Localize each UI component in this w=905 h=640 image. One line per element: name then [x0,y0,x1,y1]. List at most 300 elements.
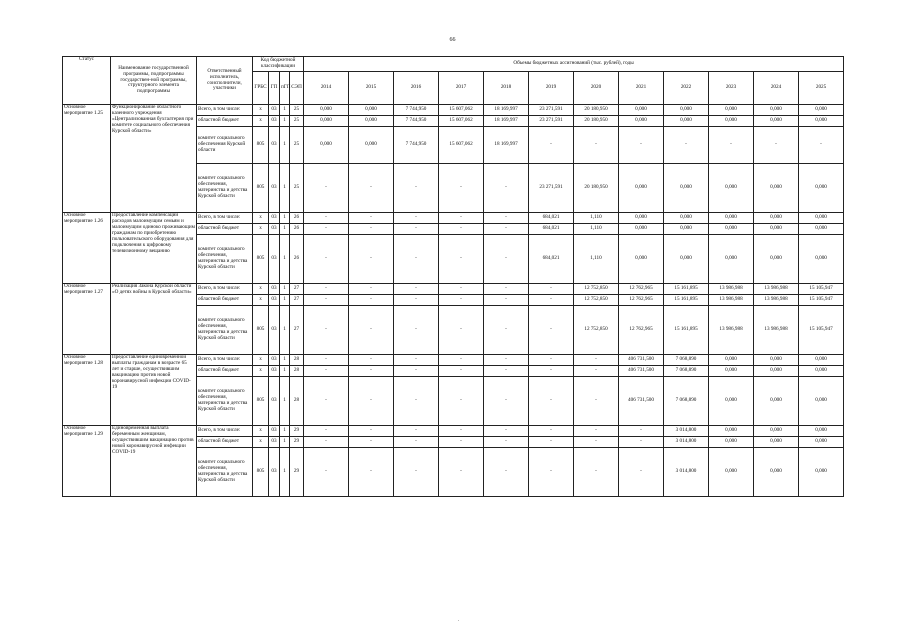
row-value: - [484,426,529,437]
row-responsible: комитет социального обеспечения, материнства и детства Курской области [197,306,253,355]
group-status: Основное мероприятие 1.28 [63,355,111,426]
row-code: 03 [269,366,280,377]
row-value: 0,000 [709,355,754,366]
header-year: 2020 [574,72,619,105]
row-code: 805 [253,235,269,284]
row-value: - [349,164,394,213]
row-value: - [484,164,529,213]
row-value: 0,000 [619,235,664,284]
row-value: - [529,306,574,355]
row-value: 0,000 [754,355,799,366]
row-value: 13 986,988 [709,295,754,306]
row-value: 15 607,062 [439,116,484,127]
row-code: 1 [280,284,290,295]
row-value: 684,021 [529,235,574,284]
row-value: - [484,366,529,377]
group-status: Основное мероприятие 1.25 [63,105,111,213]
row-value: 0,000 [619,105,664,116]
row-value: 0,000 [799,366,844,377]
header-year: 2018 [484,72,529,105]
row-code: 1 [280,224,290,235]
row-value: 0,000 [709,235,754,284]
row-value: - [394,164,439,213]
row-value: 0,000 [754,426,799,437]
row-code: 1 [280,437,290,448]
row-code: 03 [269,426,280,437]
row-value: - [484,295,529,306]
row-value: 12 762,965 [619,295,664,306]
row-value: 1,110 [574,213,619,224]
row-value: - [574,127,619,164]
row-value: - [439,366,484,377]
row-value: - [439,448,484,497]
row-code: 03 [269,377,280,426]
row-value: - [574,437,619,448]
row-value: 20 180,950 [574,164,619,213]
row-value: - [754,127,799,164]
row-value: 7 744,950 [394,105,439,116]
row-value: 0,000 [754,105,799,116]
row-value: - [304,306,349,355]
row-value: 3 014,800 [664,437,709,448]
row-value: - [439,377,484,426]
row-code: 03 [269,235,280,284]
row-value: 684,021 [529,213,574,224]
row-value: - [619,426,664,437]
row-value: 13 986,988 [709,306,754,355]
page-number: 66 [449,37,456,43]
row-value: 0,000 [754,224,799,235]
row-value: 0,000 [754,377,799,426]
row-value: 0,000 [799,213,844,224]
row-code: х [253,355,269,366]
row-code: 1 [280,355,290,366]
group-status: Основное мероприятие 1.29 [63,426,111,497]
row-value: - [394,224,439,235]
row-code: 1 [280,213,290,224]
row-value: - [349,235,394,284]
row-value: - [439,437,484,448]
row-value: 0,000 [754,213,799,224]
row-value: - [349,426,394,437]
row-value: - [439,235,484,284]
row-value: 12 752,850 [574,306,619,355]
row-value: 3 014,800 [664,448,709,497]
header-year: 2023 [709,72,754,105]
row-value: - [484,284,529,295]
row-value: 15 161,895 [664,284,709,295]
row-value: - [304,437,349,448]
row-value: 0,000 [664,235,709,284]
header-year: 2024 [754,72,799,105]
row-value: 15 105,947 [799,284,844,295]
row-code: 27 [290,284,304,295]
row-code: 03 [269,284,280,295]
row-value: 15 161,895 [664,295,709,306]
group-name: Единовременная выплата беременным женщинам, осуществившим вакцинацию против новой коронавирусной инфекции COVID-19 [111,426,197,497]
row-code: 29 [290,426,304,437]
row-value: - [529,284,574,295]
row-code: 1 [280,426,290,437]
row-value: - [574,377,619,426]
row-code: 03 [269,295,280,306]
row-responsible: комитет социального обеспечения Курской области [197,127,253,164]
table-row [63,105,844,116]
row-code: 03 [269,213,280,224]
row-code: 03 [269,355,280,366]
row-value: 0,000 [709,164,754,213]
row-value: 0,000 [349,127,394,164]
row-value: 1,110 [574,224,619,235]
row-code: х [253,213,269,224]
row-value: 0,000 [709,224,754,235]
row-value: - [439,224,484,235]
row-responsible: комитет социального обеспечения, материнства и детства Курской области [197,448,253,497]
group-name: Предоставление компенсации расходов малоимущим семьям и малоимущим одиноко проживающим гражданам по приобретению пользовательского оборудования для подключения к цифровому телевизионному вещанию [111,213,197,284]
header-name: Наименование государственной программы, подпрограммы государствен-ной программы, структурного элемента подпрограммы [111,57,197,105]
row-code: 1 [280,377,290,426]
row-value: - [799,127,844,164]
header-code-col: ГРБС [253,72,269,105]
row-value: 0,000 [754,164,799,213]
row-value: - [439,213,484,224]
group-status: Основное мероприятие 1.26 [63,213,111,284]
row-code: 03 [269,437,280,448]
row-value: 0,000 [799,116,844,127]
row-code: 27 [290,306,304,355]
header-year: 2017 [439,72,484,105]
row-value: - [349,284,394,295]
row-code: 1 [280,235,290,284]
row-code: 1 [280,366,290,377]
row-code: 805 [253,127,269,164]
table-row [63,284,844,295]
header-code-col: СЭП [290,72,304,105]
row-value: - [484,377,529,426]
row-value: 15 161,895 [664,306,709,355]
row-value: - [349,437,394,448]
row-value: 0,000 [349,105,394,116]
row-value: 0,000 [799,355,844,366]
row-value: 20 180,950 [574,105,619,116]
row-code: 29 [290,437,304,448]
header-status: Статус [63,57,111,105]
row-value: 0,000 [709,213,754,224]
row-code: 805 [253,164,269,213]
table-row [63,426,844,437]
group-name: Функционирование областного казенного учреждения «Централизованная бухгалтерия при комитете социального обеспечения Курской области» [111,105,197,213]
row-code: 28 [290,366,304,377]
row-value: 0,000 [304,127,349,164]
row-code: 1 [280,448,290,497]
row-value: - [394,426,439,437]
row-value: 0,000 [799,224,844,235]
row-value: - [439,306,484,355]
row-value: - [529,377,574,426]
row-responsible: областной бюджет [197,224,253,235]
row-responsible: областной бюджет [197,116,253,127]
row-value: 0,000 [754,235,799,284]
row-value: - [394,437,439,448]
row-code: 805 [253,377,269,426]
row-code: 03 [269,164,280,213]
row-value: 7 068,890 [664,366,709,377]
group-name: Предоставление единовременной выплаты гражданам в возрасте 65 лет и старше, осуществившим вакцинацию против новой коронавирусной инфекции COVID-19 [111,355,197,426]
row-value: - [349,355,394,366]
row-value: 0,000 [799,437,844,448]
row-value: - [529,366,574,377]
group-name: Реализация Закона Курской области «О детях войны в Курской области» [111,284,197,355]
row-value: - [664,127,709,164]
row-code: 26 [290,235,304,284]
header-year: 2025 [799,72,844,105]
row-responsible: Всего, в том числе: [197,426,253,437]
row-code: 28 [290,355,304,366]
row-code: х [253,224,269,235]
group-status: Основное мероприятие 1.27 [63,284,111,355]
row-value: - [484,224,529,235]
header-year: 2022 [664,72,709,105]
row-value: - [484,437,529,448]
row-value: - [304,224,349,235]
row-value: 0,000 [664,164,709,213]
row-value: 406 731,500 [619,377,664,426]
row-value: - [304,164,349,213]
header-year: 2021 [619,72,664,105]
row-value: - [394,448,439,497]
row-value: - [304,448,349,497]
row-responsible: областной бюджет [197,295,253,306]
row-value: 0,000 [799,426,844,437]
row-value: - [349,448,394,497]
row-value: - [574,426,619,437]
header-responsible: Ответственный исполнитель, соисполнители, участники [197,57,253,105]
row-value: - [529,437,574,448]
row-value: 7 068,890 [664,377,709,426]
row-value: - [349,366,394,377]
row-value: 0,000 [754,366,799,377]
row-value: 12 752,850 [574,295,619,306]
row-value: - [349,306,394,355]
row-value: - [439,426,484,437]
row-responsible: областной бюджет [197,366,253,377]
row-value: 0,000 [709,116,754,127]
row-value: 0,000 [799,105,844,116]
row-code: 26 [290,213,304,224]
row-value: 3 014,800 [664,426,709,437]
row-value: - [304,426,349,437]
row-value: 0,000 [349,116,394,127]
header-code-col: ГП [269,72,280,105]
row-value: 0,000 [799,235,844,284]
row-value: - [529,127,574,164]
row-value: 23 271,591 [529,164,574,213]
row-value: 0,000 [709,448,754,497]
row-value: 406 731,500 [619,366,664,377]
row-code: 29 [290,448,304,497]
row-value: 684,021 [529,224,574,235]
row-value: 13 986,988 [754,295,799,306]
row-value: 7 744,950 [394,116,439,127]
row-value: 0,000 [709,366,754,377]
row-value: 0,000 [619,116,664,127]
bottom-mark: . [458,618,460,623]
row-value: 20 180,950 [574,116,619,127]
row-value: 15 607,062 [439,105,484,116]
row-code: х [253,105,269,116]
header-volumes-group: Объемы бюджетных ассигнований (тыс. рублей), годы [304,57,844,72]
row-value: - [394,377,439,426]
row-code: 03 [269,105,280,116]
row-code: 26 [290,224,304,235]
row-value: - [394,355,439,366]
row-value: 0,000 [709,437,754,448]
row-value: - [304,295,349,306]
row-value: 7 744,950 [394,127,439,164]
row-responsible: Всего, в том числе: [197,213,253,224]
row-code: 1 [280,127,290,164]
row-value: 0,000 [799,377,844,426]
header-year: 2014 [304,72,349,105]
row-value: - [394,284,439,295]
row-value: - [349,224,394,235]
row-value: - [304,366,349,377]
row-value: - [709,127,754,164]
row-value: 23 271,591 [529,116,574,127]
header-year: 2015 [349,72,394,105]
row-code: х [253,437,269,448]
row-value: 0,000 [799,164,844,213]
row-value: 18 169,997 [484,116,529,127]
row-code: 25 [290,105,304,116]
row-code: 25 [290,116,304,127]
row-value: 0,000 [754,116,799,127]
row-responsible: комитет социального обеспечения, материнства и детства Курской области [197,164,253,213]
row-value: - [529,426,574,437]
row-value: - [484,306,529,355]
row-value: 0,000 [709,426,754,437]
row-code: х [253,295,269,306]
row-value: 0,000 [664,116,709,127]
row-value: - [529,295,574,306]
row-value: 15 105,947 [799,306,844,355]
table-body [63,105,844,497]
row-value: - [619,127,664,164]
row-value: 15 105,947 [799,295,844,306]
row-value: 0,000 [619,224,664,235]
row-value: 12 762,965 [619,284,664,295]
row-value: 12 762,965 [619,306,664,355]
header-code-col: пГП [280,72,290,105]
row-value: - [394,235,439,284]
row-value: - [484,235,529,284]
row-value: - [574,366,619,377]
row-responsible: областной бюджет [197,437,253,448]
row-code: х [253,116,269,127]
row-value: - [394,306,439,355]
row-value: 13 986,988 [754,306,799,355]
row-responsible: Всего, в том числе: [197,284,253,295]
row-value: - [349,377,394,426]
row-value: - [349,295,394,306]
row-value: - [484,355,529,366]
row-value: 13 986,988 [754,284,799,295]
row-value: 18 169,997 [484,105,529,116]
row-value: - [304,355,349,366]
row-value: - [349,213,394,224]
row-value: - [304,377,349,426]
row-value: - [529,355,574,366]
row-value: 0,000 [664,213,709,224]
row-value: - [574,448,619,497]
row-value: - [619,448,664,497]
row-value: 0,000 [799,448,844,497]
row-code: 27 [290,295,304,306]
row-value: - [394,295,439,306]
row-value: - [304,213,349,224]
row-value: - [394,366,439,377]
row-value: 0,000 [709,377,754,426]
row-responsible: Всего, в том числе: [197,355,253,366]
row-value: - [304,284,349,295]
row-code: 03 [269,448,280,497]
row-value: 0,000 [619,164,664,213]
row-responsible: Всего, в том числе: [197,105,253,116]
row-value: - [484,213,529,224]
row-value: 18 169,997 [484,127,529,164]
table-row [63,213,844,224]
row-code: 805 [253,306,269,355]
row-value: - [439,164,484,213]
row-code: 28 [290,377,304,426]
row-value: - [439,295,484,306]
row-code: 03 [269,224,280,235]
row-code: 1 [280,306,290,355]
row-responsible: комитет социального обеспечения, материнства и детства Курской области [197,235,253,284]
row-value: - [574,355,619,366]
row-code: 1 [280,116,290,127]
table-header [63,57,844,105]
row-code: 1 [280,164,290,213]
row-value: 0,000 [664,224,709,235]
row-value: - [529,448,574,497]
row-code: 1 [280,105,290,116]
row-value: 0,000 [619,213,664,224]
row-code: 1 [280,295,290,306]
header-year: 2019 [529,72,574,105]
row-code: х [253,366,269,377]
row-value: 0,000 [304,116,349,127]
row-value: 23 271,591 [529,105,574,116]
row-code: 25 [290,164,304,213]
row-value: 7 068,890 [664,355,709,366]
row-value: - [619,437,664,448]
header-code-group: Код бюджетной классификации [253,57,304,72]
row-value: 12 752,850 [574,284,619,295]
row-value: - [439,355,484,366]
row-code: 03 [269,116,280,127]
row-value: - [484,448,529,497]
row-value: 13 986,988 [709,284,754,295]
row-value: 1,110 [574,235,619,284]
row-value: 0,000 [709,105,754,116]
row-value: 15 607,062 [439,127,484,164]
row-value: 0,000 [754,448,799,497]
row-value: - [304,235,349,284]
row-value: 0,000 [304,105,349,116]
row-value: - [439,284,484,295]
table-row [63,355,844,366]
